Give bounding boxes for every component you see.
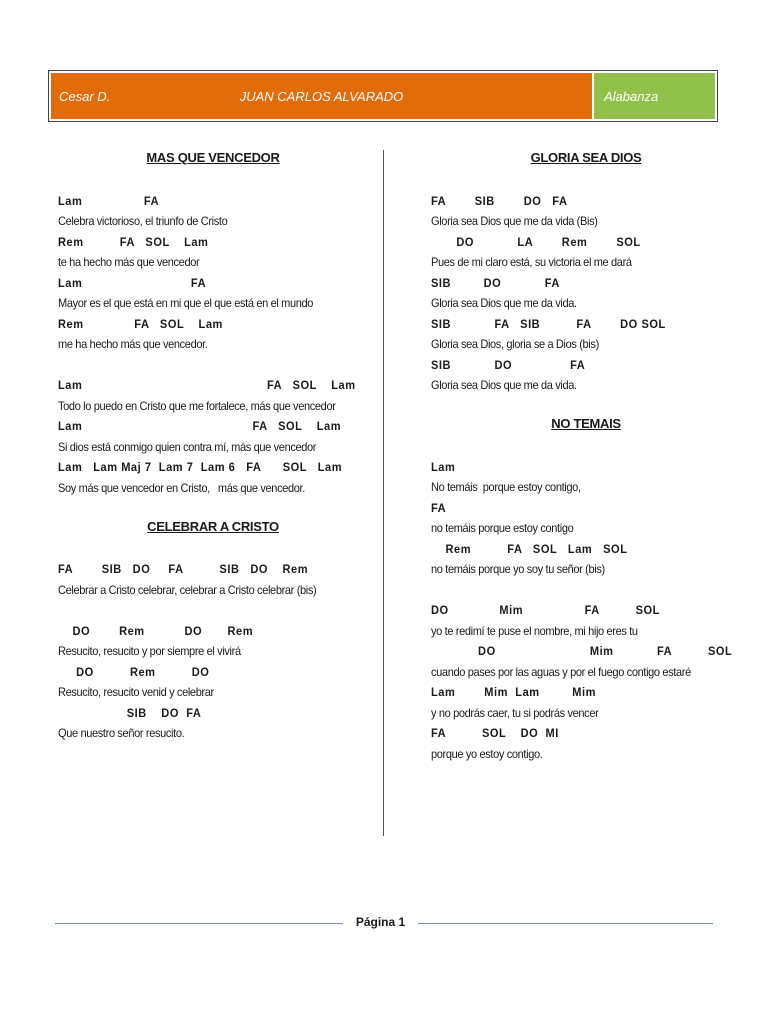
lyric-line: Que nuestro señor resucito. — [58, 726, 185, 740]
lyric-line: Gloria sea Dios, gloria se a Dios (bis) — [431, 337, 599, 351]
lyric-line: no temáis porque estoy contigo — [431, 521, 574, 535]
lyric-line: cuando pases por las aguas y por el fuego contigo estaré — [431, 664, 691, 679]
chord-line: SIB DO FA — [431, 275, 560, 290]
chord-line: SIB DO FA — [58, 705, 202, 720]
header-orange-bar — [51, 73, 592, 119]
lyric-line: Celebrar a Cristo celebrar, celebrar a Cristo celebrar (bis) — [58, 582, 317, 597]
lyric-line: No temáis porque estoy contigo, — [431, 480, 581, 494]
header-green-bar — [594, 73, 715, 119]
chord-line: Lam Mim Lam Mim — [431, 685, 596, 699]
header-category: Alabanza — [604, 88, 659, 104]
lyric-line: Soy más que vencedor en Cristo, más que vencedor. — [58, 480, 305, 495]
page-number: Página 1 — [355, 915, 406, 929]
lyric-line: Resucito, resucito venid y celebrar — [58, 685, 214, 699]
chord-line: DO Rem DO Rem — [58, 623, 254, 638]
lyric-line: no temáis porque yo soy tu señor (bis) — [431, 562, 605, 576]
lyric-line: Pues de mi claro está, su victoria el me dará — [431, 255, 632, 269]
chord-line: Lam FA SOL Lam — [58, 419, 342, 433]
chord-line: FA SIB DO FA SIB DO Rem — [58, 562, 309, 576]
column-divider — [383, 150, 384, 836]
chord-line: Lam — [431, 459, 456, 474]
chord-line: SIB FA SIB FA DO SOL — [431, 316, 666, 331]
lyric-line: yo te redimí te puse el nombre, mi hijo eres tu — [431, 623, 638, 638]
song-title: NO TEMAIS — [551, 416, 621, 431]
footer-rule-left — [55, 923, 343, 924]
page-header — [48, 70, 718, 122]
chord-line: Lam Lam Maj 7 Lam 7 Lam 6 FA SOL Lam — [58, 460, 343, 474]
lyric-line: porque yo estoy contigo. — [431, 746, 543, 761]
lyric-line: Resucito, resucito y por siempre el vivirá — [58, 644, 241, 658]
lyric-line: y no podrás caer, tu si podrás vencer — [431, 705, 599, 720]
song-title: MAS QUE VENCEDOR — [146, 150, 280, 165]
chord-line: DO Rem DO — [58, 664, 210, 679]
chord-line: SIB DO FA — [431, 357, 586, 372]
lyric-line: Gloria sea Dios que me da vida. — [431, 378, 577, 392]
chord-line: Lam FA — [58, 193, 160, 208]
header-artist: JUAN CARLOS ALVARADO — [239, 89, 404, 104]
lyric-line: me ha hecho más que vencedor. — [58, 337, 208, 351]
header-author: Cesar D. — [59, 89, 111, 104]
lyric-line: Mayor es el que está en mi que el que está en el mundo — [58, 296, 314, 310]
lyric-line: Gloria sea Dios que me da vida. — [431, 296, 577, 310]
song-title: CELEBRAR A CRISTO — [147, 518, 279, 534]
chord-line: DO Mim FA SOL — [431, 644, 733, 658]
header-bars — [51, 73, 715, 119]
chord-line: DO Mim FA SOL — [431, 603, 660, 617]
chord-line: FA SOL DO MI — [431, 726, 559, 740]
chord-line: Rem FA SOL Lam SOL — [431, 541, 628, 556]
chord-line: Rem FA SOL Lam — [58, 234, 209, 249]
lyric-line: Celebra victorioso, el triunfo de Cristo — [58, 214, 228, 228]
chord-line: FA — [431, 500, 447, 515]
chord-line: DO LA Rem SOL — [431, 234, 641, 249]
lyric-line: Si dios está conmigo quien contra mí, más que vencedor — [58, 439, 317, 454]
chord-line: Lam FA SOL Lam — [58, 378, 356, 392]
chord-line: Lam FA — [58, 275, 207, 290]
lyric-line: te ha hecho más que vencedor — [58, 255, 200, 269]
left-column — [58, 150, 368, 744]
chord-line: FA SIB DO FA — [431, 193, 568, 208]
footer-rule-right — [418, 923, 713, 924]
lyric-line: Gloria sea Dios que me da vida (Bis) — [431, 214, 598, 228]
song-title: GLORIA SEA DIOS — [530, 150, 642, 165]
right-column — [431, 150, 741, 764]
lyric-line: Todo lo puedo en Cristo que me fortalece, más que vencedor — [58, 398, 336, 413]
chord-line: Rem FA SOL Lam — [58, 316, 223, 331]
